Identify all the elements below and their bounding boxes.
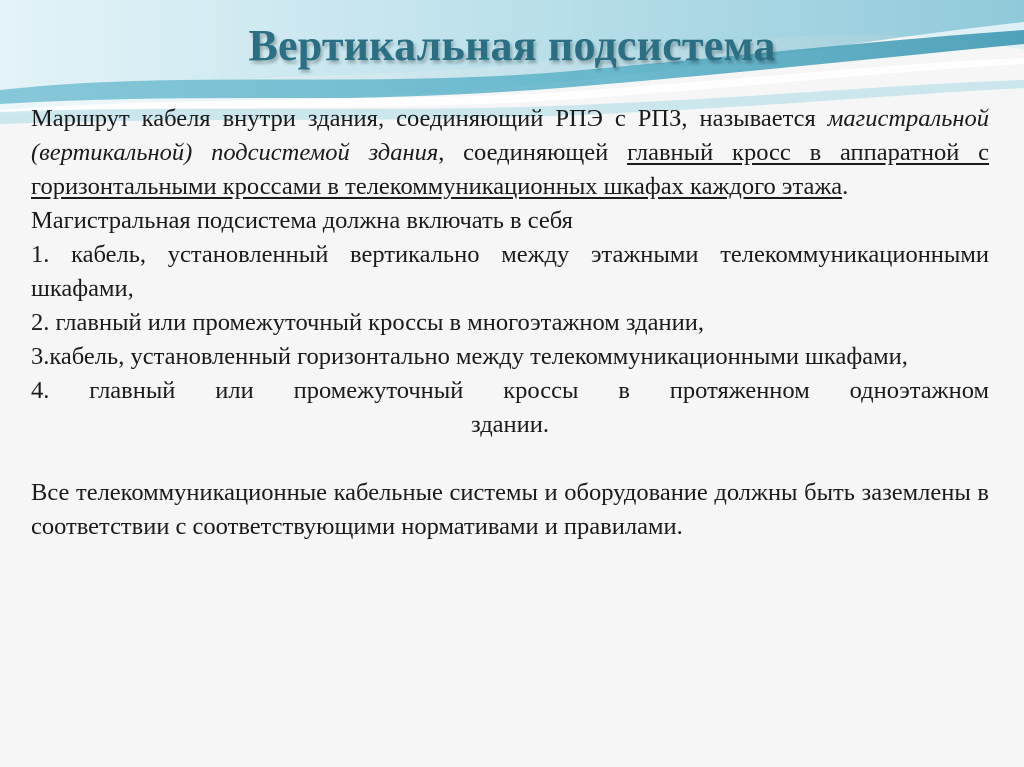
- intro-underlined-text: главный кросс в аппаратной с горизонтальными кроссами в телекоммуникационных шкафах каждого этажа: [31, 139, 989, 200]
- intro-paragraph: [31, 102, 989, 204]
- intro-text-middle: , соединяющей: [438, 139, 628, 166]
- list-item-3: 3.кабель, установленный горизонтально между телекоммуникационными шкафами,: [31, 343, 908, 370]
- list-item-1: 1. кабель, установленный вертикально между этажными телекоммуникационными шкафами,: [31, 241, 989, 302]
- intro-text-end: .: [842, 173, 849, 200]
- intro-italic-term: магистральной (вертикальной) подсистемой здания: [31, 105, 989, 166]
- spacer: [31, 442, 989, 476]
- list-item-4: 4. главный или промежуточный кроссы в протяженном одноэтажном: [31, 377, 989, 404]
- intro-text-start: Маршрут кабеля внутри здания, соединяющий РПЭ с РПЗ, называется: [31, 105, 828, 132]
- closing-paragraph: Все телекоммуникационные кабельные системы и оборудование должны быть заземлены в соответствии с соответствующими нормативами и правилами.: [31, 479, 989, 540]
- list-item-4-continuation: здании.: [470, 411, 550, 438]
- slide-title: Вертикальная подсистема: [248, 21, 776, 70]
- list-item-2: 2. главный или промежуточный кроссы в многоэтажном здании,: [31, 309, 704, 336]
- list-intro: Магистральная подсистема должна включать в себя: [31, 207, 573, 234]
- slide-body: [31, 102, 989, 544]
